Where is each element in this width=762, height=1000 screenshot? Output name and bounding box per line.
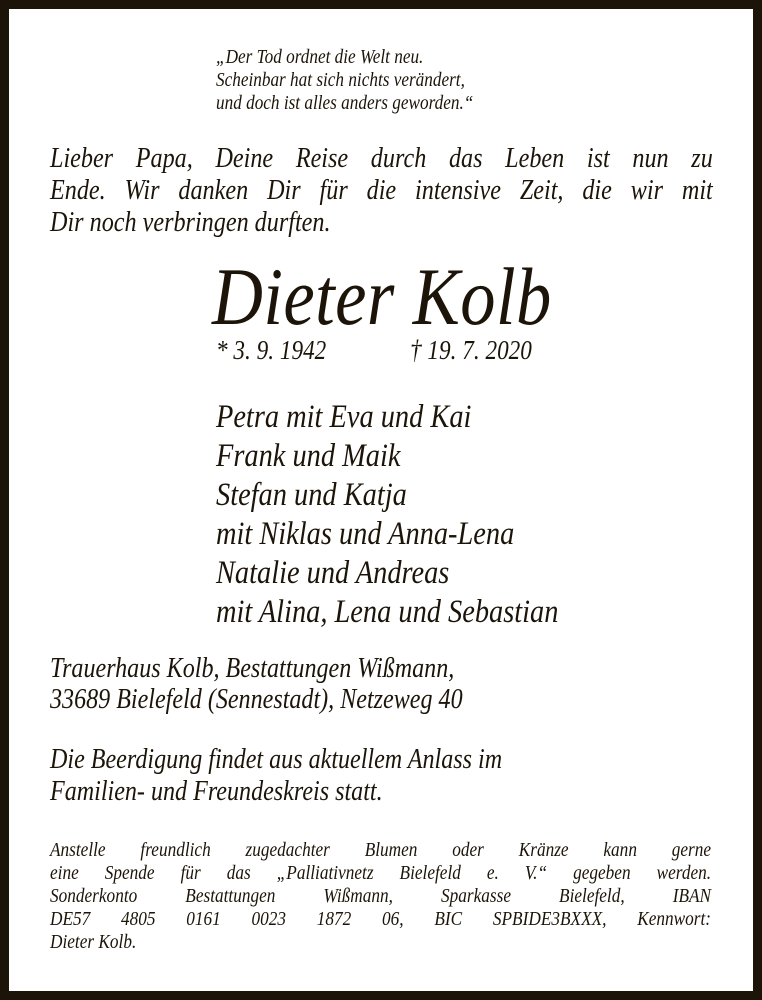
funeral-line: Familien- und Freundeskreis statt. bbox=[50, 776, 383, 807]
donation-line: Dieter Kolb. bbox=[50, 931, 137, 953]
donation-line: DE57 4805 0161 0023 1872 06, BIC SPBIDE3BXXX, Kennwort: bbox=[50, 908, 712, 930]
deceased-name: Dieter Kolb bbox=[212, 251, 552, 342]
family-line: mit Alina, Lena und Sebastian bbox=[216, 594, 559, 630]
intro-line: Lieber Papa, Deine Reise durch das Leben ist nun zu bbox=[50, 143, 713, 174]
intro-line: Dir noch verbringen durften. bbox=[50, 207, 331, 238]
donation-line: eine Spende für das „Palliativnetz Bielefeld e. V.“ gegeben werden. bbox=[50, 862, 712, 884]
funeral-line: Die Beerdigung findet aus aktuellem Anlass im bbox=[50, 744, 503, 775]
intro-line: Ende. Wir danken Dir für die intensive Zeit, die wir mit bbox=[50, 175, 713, 206]
quote-line: und doch ist alles anders geworden.“ bbox=[216, 92, 474, 114]
birth-date: * 3. 9. 1942 bbox=[216, 335, 327, 365]
family-line: Frank und Maik bbox=[216, 438, 401, 474]
death-date: † 19. 7. 2020 bbox=[410, 335, 532, 365]
donation-line: Sonderkonto Bestattungen Wißmann, Sparkasse Bielefeld, IBAN bbox=[50, 885, 712, 907]
quote-line: Scheinbar hat sich nichts verändert, bbox=[216, 69, 465, 91]
family-line: Petra mit Eva und Kai bbox=[216, 399, 472, 435]
address-line: 33689 Bielefeld (Sennestadt), Netzeweg 40 bbox=[50, 684, 463, 715]
quote-line: „Der Tod ordnet die Welt neu. bbox=[216, 46, 424, 68]
obituary-notice bbox=[9, 9, 753, 991]
address-line: Trauerhaus Kolb, Bestattungen Wißmann, bbox=[50, 653, 455, 684]
family-line: mit Niklas und Anna-Lena bbox=[216, 516, 515, 552]
donation-line: Anstelle freundlich zugedachter Blumen oder Kränze kann gerne bbox=[50, 839, 712, 861]
family-line: Stefan und Katja bbox=[216, 477, 407, 513]
family-line: Natalie und Andreas bbox=[216, 555, 450, 591]
